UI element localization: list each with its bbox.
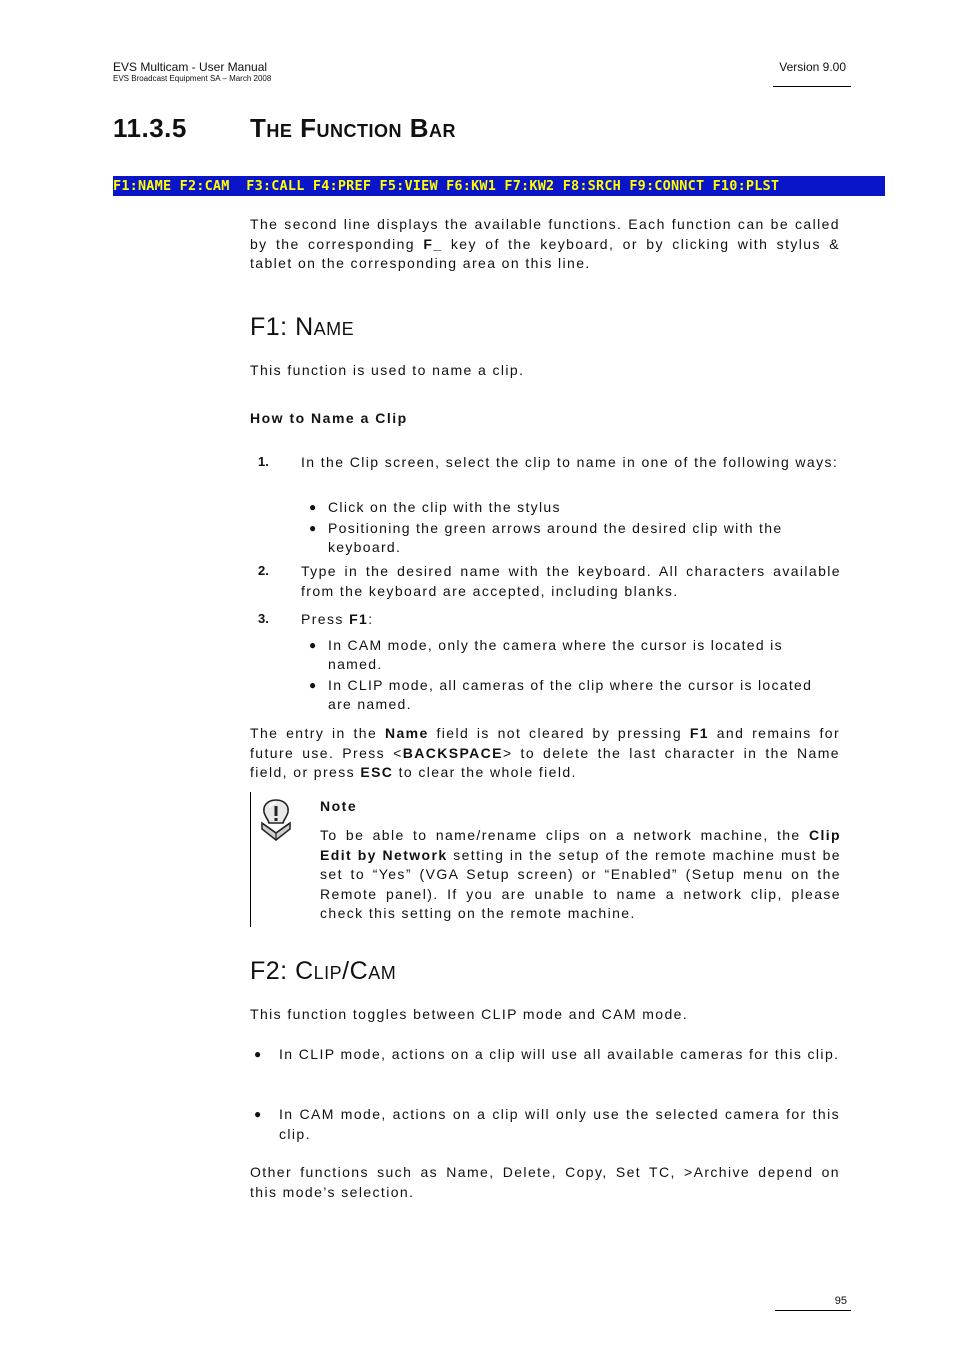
header-rule <box>773 86 851 87</box>
step-text-2: Type in the desired name with the keyboard. All characters available from the keyboard are accepted, including blanks. <box>301 563 841 599</box>
intro-text-1: The second line displays the available functions. Each function can be called by the corresponding <box>250 216 840 252</box>
f1-heading-text: F1: NAME <box>250 313 355 341</box>
note-icon <box>258 797 294 843</box>
note-text <box>320 826 841 924</box>
intro-text-2: key of the keyboard, or by clicking with stylus & tablet on the corresponding area on this line. <box>250 235 840 271</box>
f1-heading <box>250 313 354 342</box>
bullet-icon: ● <box>309 678 317 692</box>
section-heading <box>113 113 456 144</box>
entry-bold: Name <box>384 725 429 741</box>
f1-description: This function is used to name a clip. <box>250 362 525 378</box>
intro-paragraph <box>250 215 840 274</box>
entry-text: > to delete the last character in the Name field, or press <box>250 744 840 780</box>
step-number-3: 3. <box>258 611 269 626</box>
step-number-1: 1. <box>258 454 269 469</box>
f2-description: This function toggles between CLIP mode and CAM mode. <box>250 1006 689 1022</box>
bullet-icon: ● <box>254 1107 262 1121</box>
step-3-bullet-1: In CAM mode, only the camera where the cursor is located is named. <box>328 637 783 672</box>
step-3-key: F1 <box>349 611 369 627</box>
entry-text: and remains for future use. Press < <box>250 725 841 761</box>
bullet-icon: ● <box>309 638 317 652</box>
entry-text: to clear the whole field. <box>393 764 577 780</box>
step-3-bullet-2: In CLIP mode, all cameras of the clip where the cursor is located are named. <box>328 677 813 712</box>
manual-title: EVS Multicam - User Manual <box>113 60 268 74</box>
step-number-2: 2. <box>258 563 269 578</box>
entry-bold: F1 <box>689 725 709 741</box>
entry-text: The entry in the <box>250 725 385 741</box>
howto-heading: How to Name a Clip <box>250 410 408 426</box>
note-text-1: To be able to name/rename clips on a network machine, the <box>320 827 809 843</box>
f2-bullet-2: In CAM mode, actions on a clip will only use the selected camera for this clip. <box>279 1106 840 1142</box>
step-text-3 <box>301 610 841 630</box>
bullet-icon: ● <box>254 1047 262 1061</box>
f2-heading-text: F2: CLIP/CAM <box>250 957 397 985</box>
step-3-colon: : <box>368 611 374 627</box>
publisher-line: EVS Broadcast Equipment SA – March 2008 <box>113 74 272 83</box>
note-title: Note <box>320 798 358 814</box>
note-text-2: setting in the setup of the remote machine must be set to “Yes” (VGA Setup screen) or “Enabled” (Setup menu on the Remote panel). If you are unable to name a network clip, please check this setting on the remote machine. <box>320 846 841 921</box>
note-bold: Clip Edit by Network <box>320 827 841 863</box>
bullet-icon: ● <box>309 521 317 535</box>
f2-heading <box>250 957 396 986</box>
entry-bold: ESC <box>360 764 394 780</box>
entry-text: field is not cleared by pressing <box>428 725 690 741</box>
step-3-text: Press <box>301 611 350 627</box>
document-header <box>113 60 271 84</box>
footer-rule <box>775 1310 851 1311</box>
page-number: 95 <box>834 1295 847 1307</box>
intro-key: F_ <box>423 235 443 252</box>
note-border <box>250 792 251 927</box>
section-title: The Function Bar <box>250 113 456 143</box>
function-bar-image: F1:NAME F2:CAM F3:CALL F4:PREF F5:VIEW F6:KW1 F7:KW2 F8:SRCH F9:CONNCT F10:PLST <box>113 176 885 196</box>
step-1-bullet-1: Click on the clip with the stylus <box>328 499 561 515</box>
bullet-icon: ● <box>309 500 317 514</box>
f2-footer-paragraph: Other functions such as Name, Delete, Copy, Set TC, >Archive depend on this mode’s selection. <box>250 1164 840 1200</box>
section-number: 11.3.5 <box>113 113 187 143</box>
step-1-bullet-2: Positioning the green arrows around the desired clip with the keyboard. <box>328 520 783 555</box>
version-label: Version 9.00 <box>779 60 846 74</box>
step-text-1: In the Clip screen, select the clip to name in one of the following ways: <box>301 454 839 470</box>
entry-bold: BACKSPACE <box>402 744 503 761</box>
entry-paragraph <box>250 724 840 783</box>
f2-bullet-1: In CLIP mode, actions on a clip will use all available cameras for this clip. <box>279 1046 840 1062</box>
